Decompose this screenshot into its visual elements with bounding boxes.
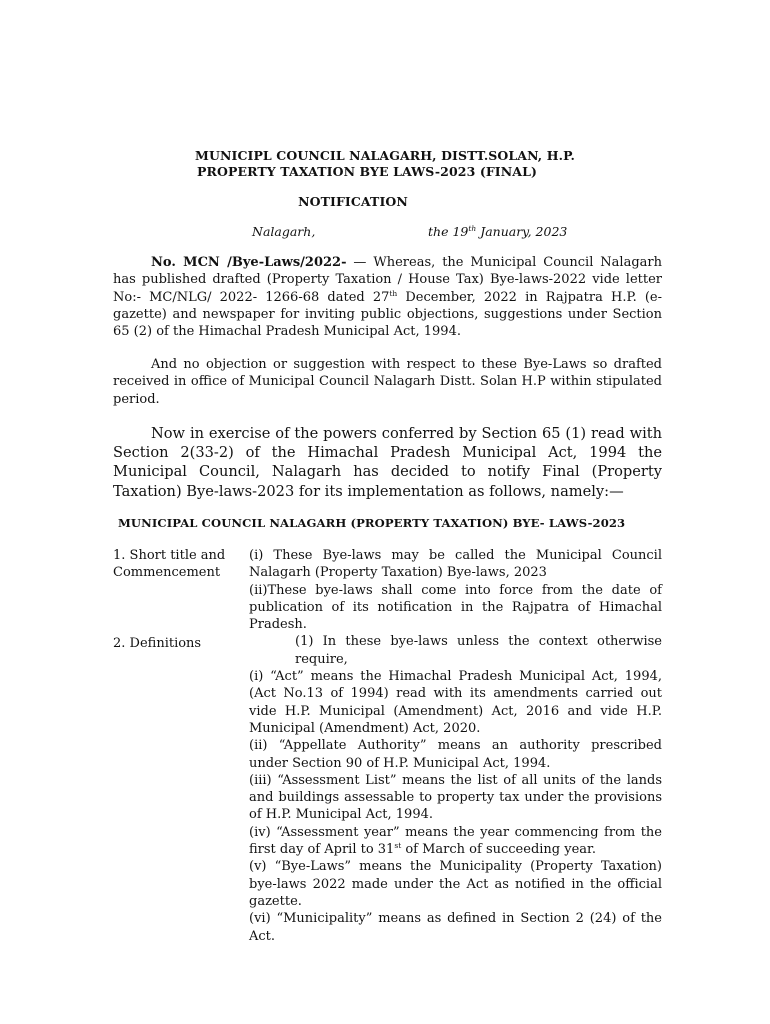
paragraph-exercise-of-powers: [113, 424, 662, 501]
definition-assessment-list: (iii) “Assessment List” means the list of all units of the lands and buildings assessable to property tax under the provisions of H.P. Municipal Act, 1994.: [249, 772, 662, 823]
notification-heading: NOTIFICATION: [298, 194, 408, 209]
definition-assessment-year: [249, 824, 662, 859]
section-2-label: 2. Definitions: [113, 636, 202, 651]
header-line-2: PROPERTY TAXATION BYE LAWS-2023 (FINAL): [197, 164, 537, 179]
para1-sup: th: [389, 288, 398, 298]
bye-laws-subheading: MUNICIPAL COUNCIL NALAGARH (PROPERTY TAXATION) BYE- LAWS-2023: [118, 516, 626, 530]
notification-number: No. MCN /Bye-Laws/2022-: [151, 255, 347, 270]
definition-municipality: (vi) “Municipality” means as defined in Section 2 (24) of the Act.: [249, 911, 662, 944]
date-day: the 19: [428, 224, 469, 239]
date-suffix: th: [468, 224, 477, 233]
d4-sup: st: [394, 841, 402, 851]
d4-text-b: of March of succeeding year.: [401, 842, 596, 858]
date-rest: January, 2023: [476, 224, 568, 239]
dateline-date: [428, 224, 567, 239]
definition-bye-laws: (v) “Bye-Laws” means the Municipality (Property Taxation) bye-laws 2022 made under the Act as notified in the official gazette.: [249, 859, 662, 909]
section-1-label: 1. Short title and Commencement: [113, 548, 226, 581]
d4-text-a: (iv) “Assessment year” means the year commencing from the first day of April to 31: [249, 824, 662, 858]
paragraph-whereas: [113, 254, 662, 340]
definition-act: (i) “Act” means the Himachal Pradesh Municipal Act, 1994, (Act No.13 of 1994) read with its amendments carried out vide H.P. Municipal (Amendment) Act, 2016 and vide H.P. Municipal (Amendment) Act, 2020.: [249, 669, 662, 736]
para1-text-a: — Whereas, the Municipal Council Nalagarh has published drafted (Property Taxation / House Tax) Bye-laws-2022 vide letter No:- MC/NLG/ 2022- 1266-68 dated 27: [113, 255, 662, 305]
paragraph-no-objection: [113, 356, 662, 408]
para1-text-b: December, 2022 in Rajpatra H.P. (e-gazette) and newspaper for inviting public objections, suggestions under Section 65 (2) of the Himachal Pradesh Municipal Act, 1994.: [113, 289, 662, 340]
section-1-clause-ii: (ii)These bye-laws shall come into force from the date of publication of its notification in the Rajpatra of Himachal Pradesh.: [249, 582, 662, 633]
section-1-clause-i: (i) These Bye-laws may be called the Municipal Council Nalagarh (Property Taxation) Bye-laws, 2023: [249, 548, 662, 581]
section-2-intro: (1) In these bye-laws unless the context otherwise require,: [295, 634, 662, 667]
sections-body: [249, 547, 662, 945]
header-line-1: MUNICIPL COUNCIL NALAGARH, DISTT.SOLAN, H.P.: [195, 148, 575, 163]
dateline-place: Nalagarh,: [252, 224, 316, 239]
para3-text: Now in exercise of the powers conferred by Section 65 (1) read with Section 2(33-2) of the Himachal Pradesh Municipal Act, 1994 the Municipal Council, Nalagarh has decided to notify Final (Property Taxation) Bye-laws-2023 for its implementation as follows, namely:—: [113, 425, 662, 500]
definition-appellate-authority: (ii) “Appellate Authority” means an authority prescribed under Section 90 of H.P. Municipal Act, 1994.: [249, 738, 662, 771]
para2-text: And no objection or suggestion with respect to these Bye-Laws so drafted received in office of Municipal Council Nalagarh Distt. Solan H.P within stipulated period.: [113, 357, 662, 407]
